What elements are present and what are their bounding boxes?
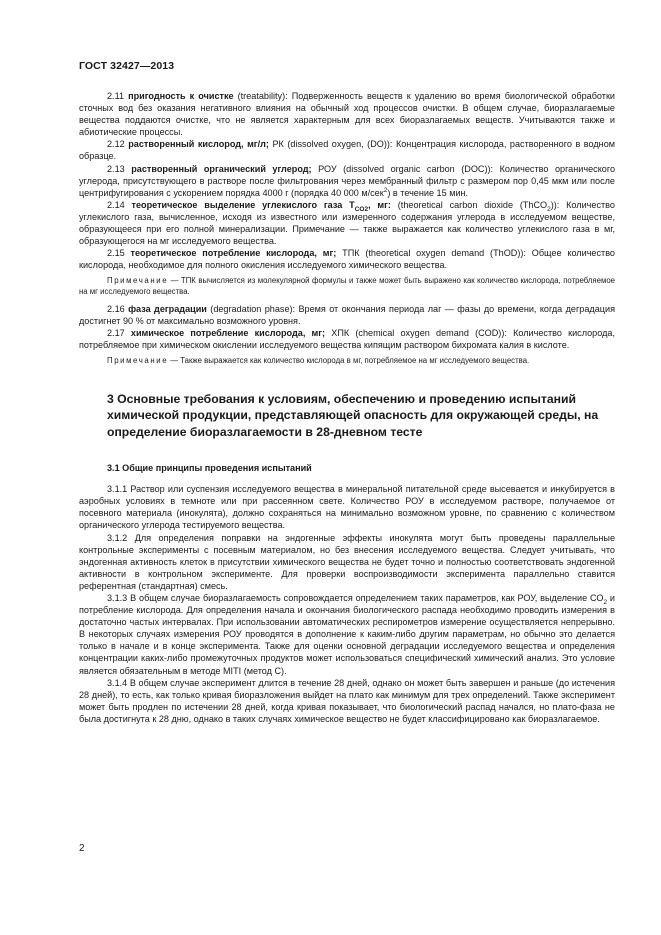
definition-2-12: 2.12 растворенный кислород, мг/л; РК (dissolved oxygen, (DO)): Концентрация кислорода, растворенного в водном образце. — [79, 139, 616, 162]
page-content — [79, 90, 615, 725]
paragraph-3-1-4: 3.1.4 В общем случае эксперимент длится в течение 28 дней, однако он может быть завершен и раньше (до истечения 28 дней), то есть, как только кривая биоразложения выйдет на плато как минимум для трех определений. Также эксперимент может быть продлен по истечении 28 дней, когда кривая показывает, что биологический распад начался, но плато-фаза не была достигнута к 28 дню, однако в таких случаях химическое вещество не будет классифицировано как биоразлагаемое. — [79, 677, 615, 724]
standard-header: ГОСТ 32427—2013 — [79, 60, 175, 72]
term: фаза деградации — [128, 304, 207, 314]
term: теоретическое потребление кислорода, мг; — [130, 248, 337, 259]
term: теоретическое выделение углекислого газа $Т_{CO2}$, мг: — [131, 199, 391, 213]
note-2-15: Примечание — ТПК вычисляется из молекулярной формулы и также может быть выражено как количество кислорода, потребляемое на мг исследуемого вещества. — [79, 276, 615, 297]
page-number: 2 — [79, 843, 85, 854]
definition-2-11: 2.11 пригодность к очистке (treatability): Подверженность веществ к удалению во время биологической обработки сточных вод без оказания негативного влияния на обычный ход процессов очистки. В общем случае, биоразлагаемые вещества поддаются очистке, что не является характерным для всех биоразлагаемых веществ. Учитываются также и абиотические процессы. — [79, 91, 615, 138]
note-label: Примечание — [107, 276, 169, 286]
section-3-title: 3 Основные требования к условиям, обеспечению и проведению испытаний химической продукции, представляющей опасность для окружающей среды, на определение биоразлагаемости в 28-дневном тесте — [107, 392, 599, 439]
note-2-17: Примечание — Также выражается как количество кислорода в мг, потребляемое на мг исследуемого вещества. — [107, 356, 530, 366]
definition-2-13: 2.13 растворенный органический углерод; РОУ (dissolved organic carbon (DOC)): Количество органического углерода, присутствующего в растворе после фильтрования через мембранный фильтр с размером пор 0,45 мкм или после центрифугирования с ускорением порядка 4000 г (порядка 40 000 м/сек$^2$) в течение 15 мин. — [79, 163, 616, 198]
term: химическое потребление кислорода, мг; — [130, 328, 326, 339]
paragraph-3-1-3: 3.1.3 В общем случае биоразлагаемость сопровождается определением таких параметров, как РОУ, выделение $СО_2$ и потребление кислорода. Для определения начала и окончания биологического распада необходимо проводить измерения в достаточно частых интервалах. При использовании автоматических респирометров измерение осуществляется непрерывно. В некоторых случаях измерения РОУ проводятся в дополнение к каким-либо другим параметрам, но обычно это делается только в начале и в конце эксперимента. Также для оценки основной деградации исследуемого вещества и определения концентрации каких-либо промежуточных продуктов может использоваться специфический химический анализ. Это условие является обязательным в методе MITI (метод С). — [79, 593, 616, 676]
paragraph-3-1-2: 3.1.2 Для определения поправки на эндогенные эффекты инокулята могут быть проведены параллельные контрольные эксперименты с посевным материалом, но без внесения исследуемого вещества. Следует учитывать, что эндогенная активность клеток в присутствии химического вещества не будет точно и полностью соответствовать эндогенной активности в контрольном эксперименте. Для проверки воспроизводимости эксперимента параллельно ставится референтная (стандартная) смесь. — [79, 532, 615, 591]
definition-2-17: 2.17 химическое потребление кислорода, мг; ХПК (chemical oxygen demand (COD)): Количество кислорода, потребляемое при химическом окислении исследуемого вещества кипящим раствором бихромата калия в кислоте. — [79, 328, 615, 351]
term: пригодность к очистке — [128, 91, 234, 101]
subsection-3-1-title: 3.1 Общие принципы проведения испытаний — [107, 463, 312, 474]
term: растворенный кислород, мг/л; — [128, 139, 269, 150]
term: растворенный органический углерод; — [131, 163, 312, 174]
paragraph-3-1-1: 3.1.1 Раствор или суспензия исследуемого вещества в минеральной питательной среде высевается и инкубируется в аэробных условиях в темноте или при рассеянном свете. Количество РОУ в исследуемом растворе, получаемое от посевного материала (инокулята), должно сохраняться на минимально возможном уровне, по сравнению с количеством органического углерода тестируемого вещества. — [79, 484, 615, 531]
definition-2-15: 2.15 теоретическое потребление кислорода, мг; ТПК (theoretical oxygen demand (ThOD)): Общее количество кислорода, необходимое для полного окисления исследуемого химического вещества. — [79, 248, 615, 271]
definition-2-14: 2.14 теоретическое выделение углекислого газа $Т_{CO2}$, мг: (theoretical carbon dioxide (ThCO$_2$)): Количество углекислого газа, вычисленное, исходя из известного или измеренного содержания углерода в исследуемом веществе, образующееся при его полной минерализации. Примечание — также выражается как количество углекислого газа в мг, образующегося на мг исследуемого вещества. — [79, 199, 615, 247]
note-label: Примечание — [107, 356, 169, 366]
definition-2-16: 2.16 фаза деградации (degradation phase): Время от окончания периода лаг — фазы до времени, когда деградация достигнет 90 % от максимально возможного уровня. — [79, 304, 615, 327]
